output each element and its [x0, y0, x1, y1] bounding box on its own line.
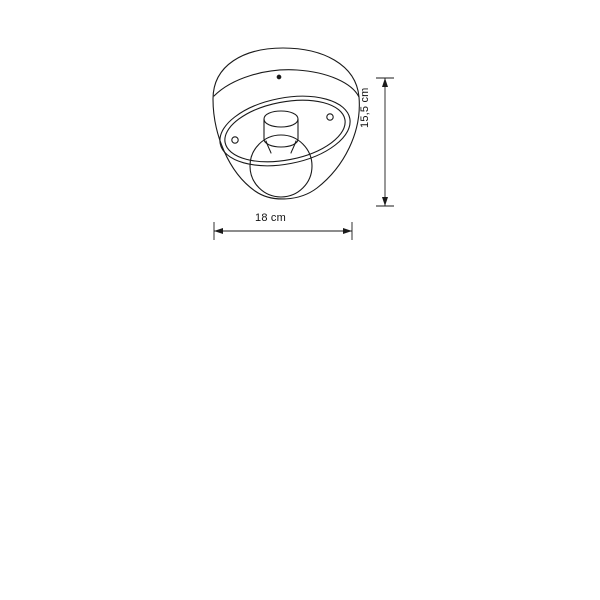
width-dimension-label: 18 cm	[255, 212, 286, 224]
height-arrow-bottom-icon	[382, 197, 388, 206]
width-arrow-right-icon	[343, 228, 352, 234]
bulb-socket	[264, 111, 298, 147]
height-arrow-top-icon	[382, 78, 388, 87]
socket-upper-ellipse	[264, 119, 298, 127]
lamp-body-group	[213, 48, 359, 199]
diffuser-ring-inner	[220, 91, 351, 171]
diffuser-ring-outer	[214, 86, 356, 176]
height-dimension-label: 15,5 cm	[359, 87, 371, 128]
dome-outline	[213, 48, 359, 199]
mount-plate-edge	[214, 70, 359, 97]
vent-dot-icon	[277, 75, 281, 79]
bulb-neck	[266, 141, 271, 153]
bulb-neck-right	[291, 141, 296, 153]
screw-right-icon	[327, 114, 333, 120]
screw-left-icon	[232, 137, 238, 143]
width-arrow-left-icon	[214, 228, 223, 234]
